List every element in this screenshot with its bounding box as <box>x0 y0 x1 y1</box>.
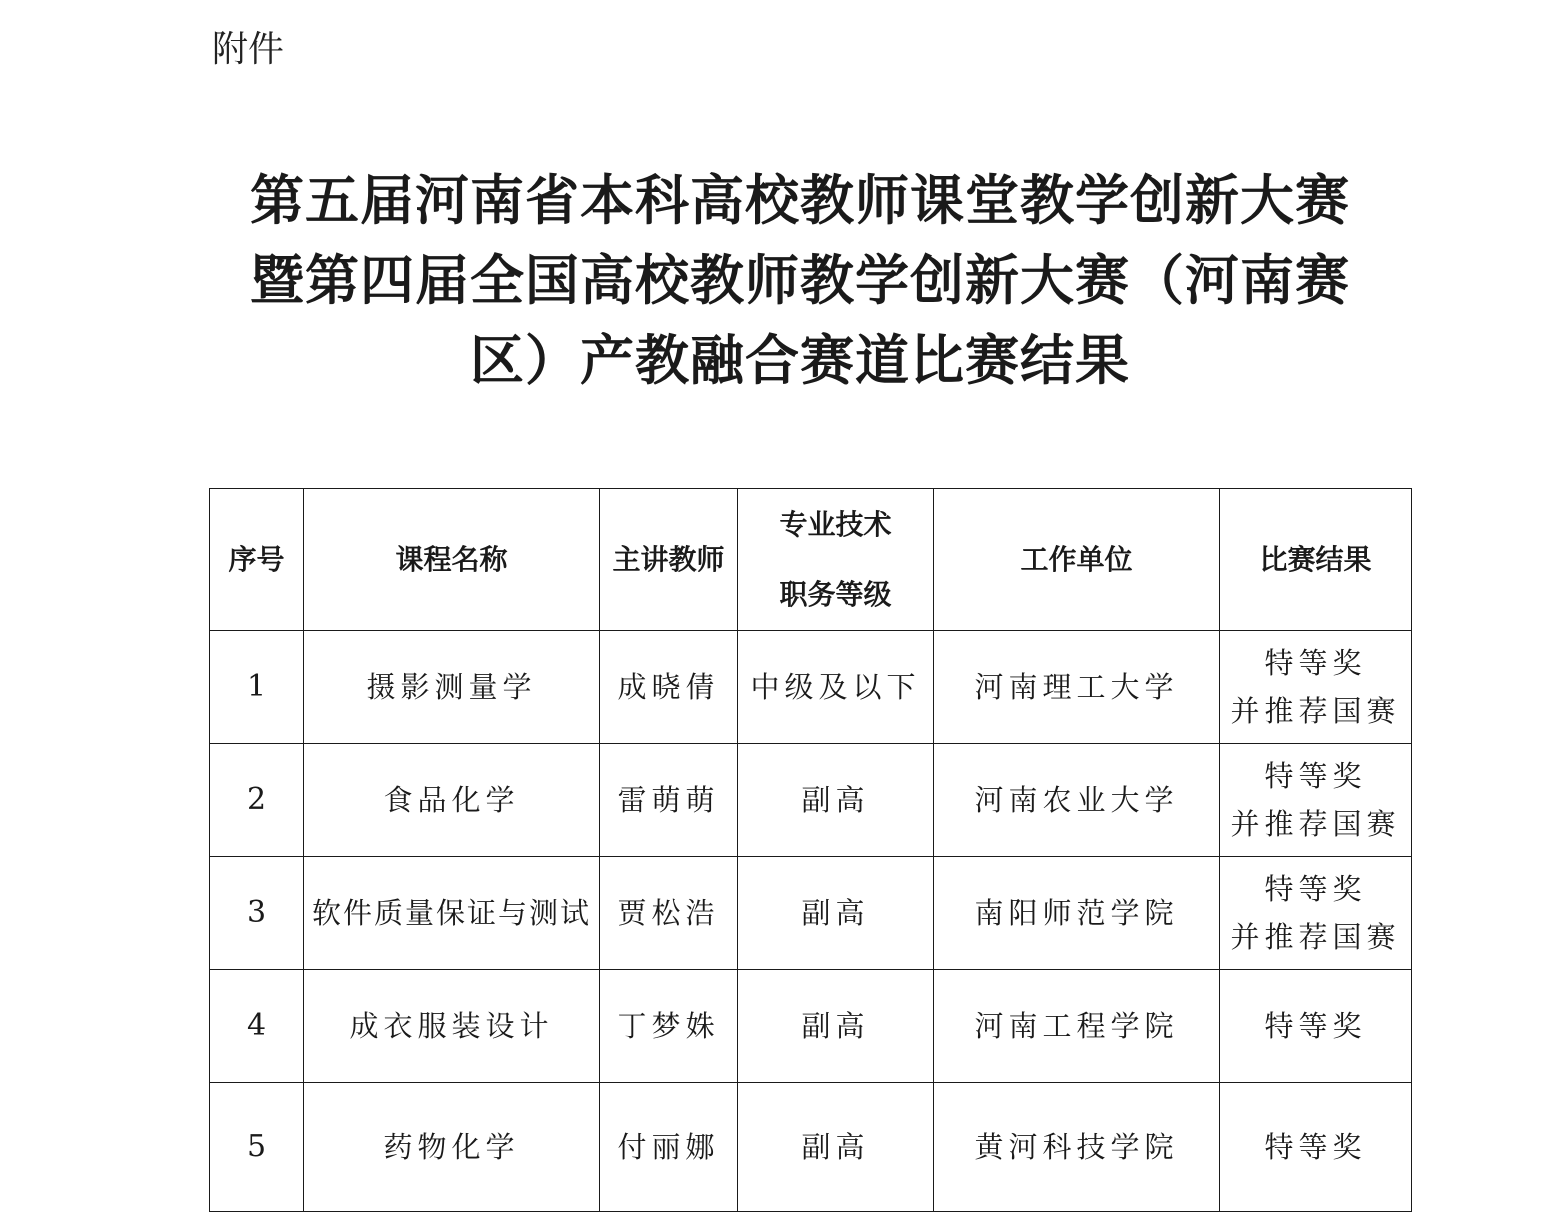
header-teacher: 主讲教师 <box>600 489 738 631</box>
result-line-2: 并推荐国赛 <box>1230 920 1401 954</box>
cell-index: 3 <box>210 857 304 970</box>
header-unit: 工作单位 <box>934 489 1220 631</box>
cell-course: 药物化学 <box>304 1083 600 1212</box>
cell-rank: 副高 <box>738 857 934 970</box>
cell-course: 软件质量保证与测试 <box>304 857 600 970</box>
cell-teacher: 丁梦姝 <box>600 970 738 1083</box>
header-rank <box>738 489 934 631</box>
cell-course: 成衣服装设计 <box>304 970 600 1083</box>
cell-result <box>1220 857 1412 970</box>
cell-unit: 黄河科技学院 <box>934 1083 1220 1212</box>
results-table <box>209 488 1412 1212</box>
table-row <box>210 744 1412 857</box>
cell-rank: 副高 <box>738 1083 934 1212</box>
cell-result <box>1220 744 1412 857</box>
cell-rank: 副高 <box>738 744 934 857</box>
result-line-2: 并推荐国赛 <box>1230 694 1401 728</box>
cell-teacher: 雷萌萌 <box>600 744 738 857</box>
cell-result: 特等奖 <box>1220 1083 1412 1212</box>
header-result: 比赛结果 <box>1220 489 1412 631</box>
cell-teacher: 付丽娜 <box>600 1083 738 1212</box>
document-title <box>200 160 1400 400</box>
cell-result: 特等奖 <box>1220 970 1412 1083</box>
cell-index: 1 <box>210 631 304 744</box>
cell-course: 摄影测量学 <box>304 631 600 744</box>
result-line-1: 特等奖 <box>1264 872 1367 906</box>
cell-index: 2 <box>210 744 304 857</box>
result-line-1: 特等奖 <box>1264 759 1367 793</box>
attachment-label: 附件 <box>212 29 285 70</box>
table-row <box>210 857 1412 970</box>
header-index: 序号 <box>210 489 304 631</box>
cell-unit: 河南农业大学 <box>934 744 1220 857</box>
table-header-row <box>210 489 1412 631</box>
cell-teacher: 贾松浩 <box>600 857 738 970</box>
cell-result <box>1220 631 1412 744</box>
result-line-1: 特等奖 <box>1264 646 1367 680</box>
table-row <box>210 970 1412 1083</box>
title-line-3: 区）产教融合赛道比赛结果 <box>470 328 1130 392</box>
title-line-2: 暨第四届全国高校教师教学创新大赛（河南赛 <box>250 248 1350 312</box>
cell-index: 4 <box>210 970 304 1083</box>
cell-unit: 河南工程学院 <box>934 970 1220 1083</box>
cell-course: 食品化学 <box>304 744 600 857</box>
cell-teacher: 成晓倩 <box>600 631 738 744</box>
title-line-1: 第五届河南省本科高校教师课堂教学创新大赛 <box>250 168 1350 232</box>
cell-index: 5 <box>210 1083 304 1212</box>
header-rank-line-2: 职务等级 <box>779 577 892 611</box>
cell-rank: 副高 <box>738 970 934 1083</box>
table-row <box>210 631 1412 744</box>
table-row <box>210 1083 1412 1212</box>
header-course: 课程名称 <box>304 489 600 631</box>
cell-unit: 河南理工大学 <box>934 631 1220 744</box>
header-rank-line-1: 专业技术 <box>779 507 892 541</box>
cell-unit: 南阳师范学院 <box>934 857 1220 970</box>
cell-rank: 中级及以下 <box>738 631 934 744</box>
result-line-2: 并推荐国赛 <box>1230 807 1401 841</box>
